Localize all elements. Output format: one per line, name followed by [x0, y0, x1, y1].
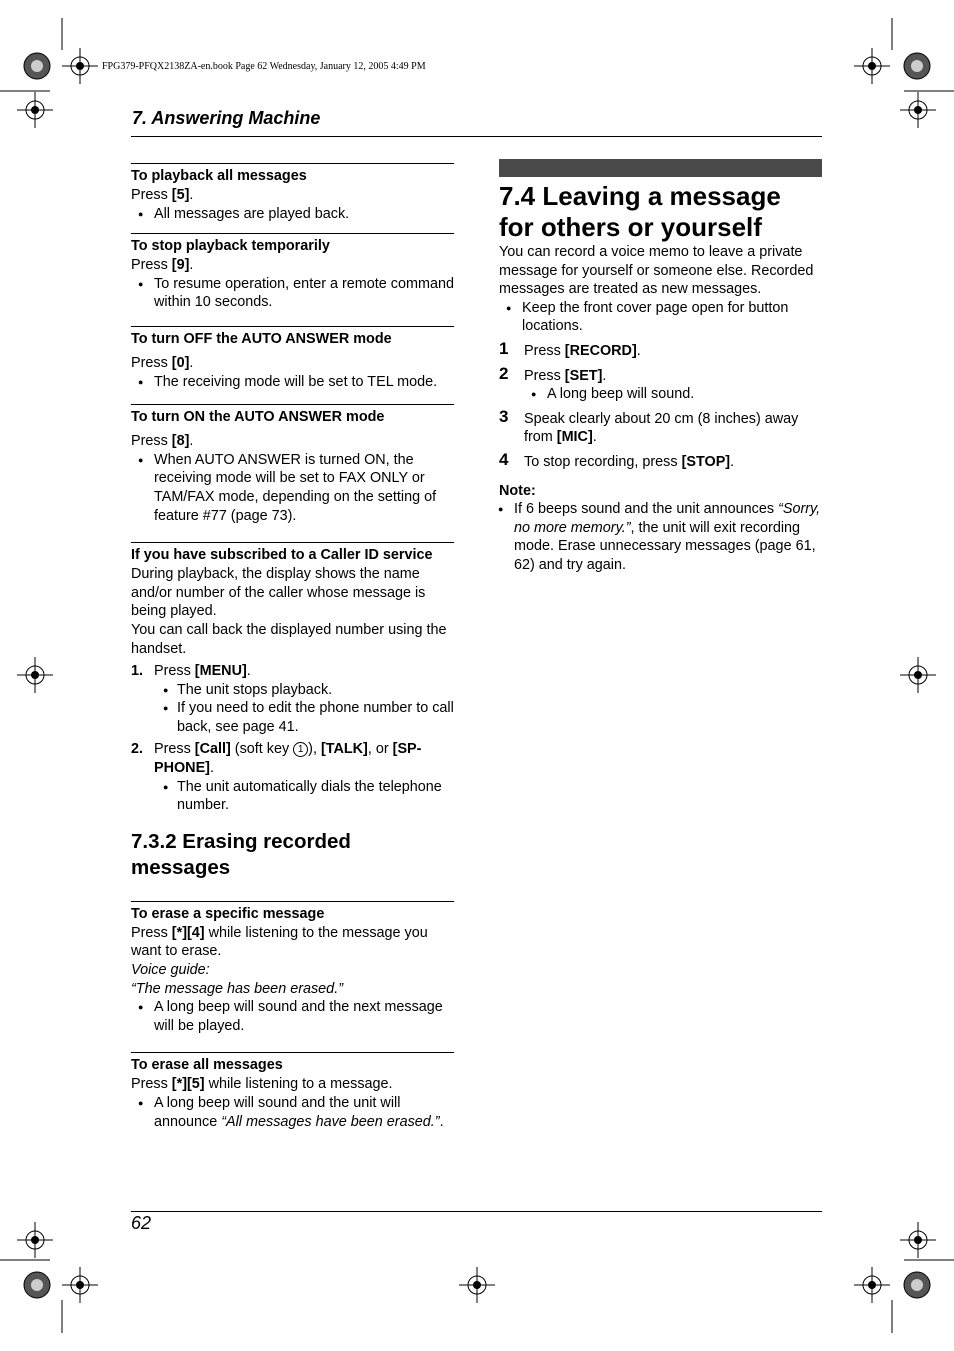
section-auto-answer-off	[131, 326, 454, 391]
soft-key-1-icon: 1	[293, 742, 308, 757]
chapter-title: 7. Answering Machine	[132, 108, 321, 128]
section-title: To turn ON the AUTO ANSWER mode	[131, 409, 385, 426]
page-number: 62	[131, 1213, 152, 1233]
bullet-item: ● The receiving mode will be set to TEL mode.	[131, 373, 454, 392]
bullet-item: ● Keep the front cover page open for button locations.	[499, 299, 822, 336]
key-mic: [MIC]	[556, 429, 593, 446]
bullet-item: ● A long beep will sound and the next message will be played.	[131, 998, 454, 1035]
paragraph: You can call back the displayed number using the handset.	[131, 621, 447, 657]
section-erase-specific	[131, 901, 454, 1036]
section-title: To erase a specific message	[131, 905, 325, 922]
key-0: [0]	[171, 354, 190, 371]
key-menu: [MENU]	[194, 663, 247, 680]
key-star-4: [*][4]	[171, 924, 205, 941]
paragraph: During playback, the display shows the name and/or number of the caller whose message is being played.	[131, 566, 426, 620]
right-column	[499, 159, 822, 575]
press-line: Press [9].	[131, 257, 194, 274]
step-2: 2 Press [SET]. ● A long beep will sound.	[499, 367, 822, 404]
file-info-header: FPG379-PFQX2138ZA-en.book Page 62 Wednesday, January 12, 2005 4:49 PM	[102, 61, 426, 72]
press-line: Press [0].	[131, 354, 194, 371]
bullet-item: ● When AUTO ANSWER is turned ON, the receiving mode will be set to FAX ONLY or TAM/FAX mode, depending on the setting of feature #77 (page 73).	[131, 451, 454, 525]
section-erase-all	[131, 1052, 454, 1131]
section-title: To erase all messages	[131, 1057, 283, 1074]
main-heading: 7.4 Leaving a message for others or yourself	[499, 181, 781, 242]
section-auto-answer-on	[131, 404, 454, 525]
press-line: Press [*][5] while listening to a message.	[131, 1076, 393, 1093]
voice-guide-text: “The message has been erased.”	[131, 980, 343, 997]
step-4: 4 To stop recording, press [STOP].	[499, 449, 735, 470]
bullet-item: ● All messages are played back.	[131, 205, 454, 224]
key-5: [5]	[171, 187, 190, 203]
section-playback-all	[131, 163, 454, 223]
section-title: To stop playback temporarily	[131, 238, 330, 255]
footer-rule	[131, 1211, 822, 1212]
erasing-heading: 7.3.2 Erasing recorded messages	[131, 829, 351, 879]
key-set: [SET]	[564, 367, 603, 384]
key-stop: [STOP]	[681, 453, 731, 470]
left-column	[131, 163, 454, 1131]
step-1: 1 Press [RECORD].	[499, 338, 641, 359]
key-talk: [TALK]	[320, 741, 368, 758]
section-bar	[499, 159, 822, 177]
press-line: Press [5].	[131, 187, 194, 203]
key-call: [Call]	[194, 741, 231, 758]
caller-id-steps	[131, 662, 454, 815]
key-sp-phone: [SP-PHONE]	[154, 741, 422, 777]
section-title: To playback all messages	[131, 168, 307, 184]
key-8: [8]	[171, 433, 190, 450]
key-star-5: [*][5]	[171, 1076, 205, 1093]
note-label: Note:	[499, 482, 536, 499]
press-line: Press [*][4] while listening to the message you want to erase.	[131, 924, 428, 960]
note-bullet: ● If 6 beeps sound and the unit announces “Sorry, no more memory.”, the unit will exit recording mode. Erase unnecessary messages (page 61, 62) and try again.	[491, 500, 822, 574]
intro-paragraph: You can record a voice memo to leave a private message for yourself or someone else. Recorded messages are treated as new messages.	[499, 244, 814, 298]
press-line: Press [8].	[131, 433, 194, 450]
step-2: 2. Press [Call] (soft key 1 ), [TALK], or [SP-PHONE]. ● The unit automatically dials the telephone number.	[131, 740, 454, 814]
section-stop-playback	[131, 233, 454, 312]
section-title: To turn OFF the AUTO ANSWER mode	[131, 330, 392, 347]
key-record: [RECORD]	[564, 342, 637, 359]
header-rule	[131, 136, 822, 137]
bullet-item: ● The unit stops playback.	[154, 681, 454, 700]
section-title: If you have subscribed to a Caller ID service	[131, 547, 433, 564]
bullet-item: ● To resume operation, enter a remote command within 10 seconds.	[131, 275, 454, 312]
step-1: 1. Press [MENU]. ● The unit stops playback. ● If you need to edit the phone number to call back, see page 41.	[131, 662, 454, 736]
step-3: 3 Speak clearly about 20 cm (8 inches) away from [MIC].	[499, 406, 799, 446]
record-steps	[499, 338, 822, 472]
bullet-item: ● The unit automatically dials the telephone number.	[154, 778, 454, 815]
key-9: [9]	[171, 257, 190, 274]
voice-guide-label: Voice guide:	[131, 962, 210, 979]
bullet-item: ● A long beep will sound and the unit will announce “All messages have been erased.”.	[131, 1094, 454, 1131]
section-caller-id	[131, 542, 454, 815]
bullet-item: ● A long beep will sound.	[524, 385, 822, 404]
bullet-item: ● If you need to edit the phone number to call back, see page 41.	[154, 699, 454, 736]
